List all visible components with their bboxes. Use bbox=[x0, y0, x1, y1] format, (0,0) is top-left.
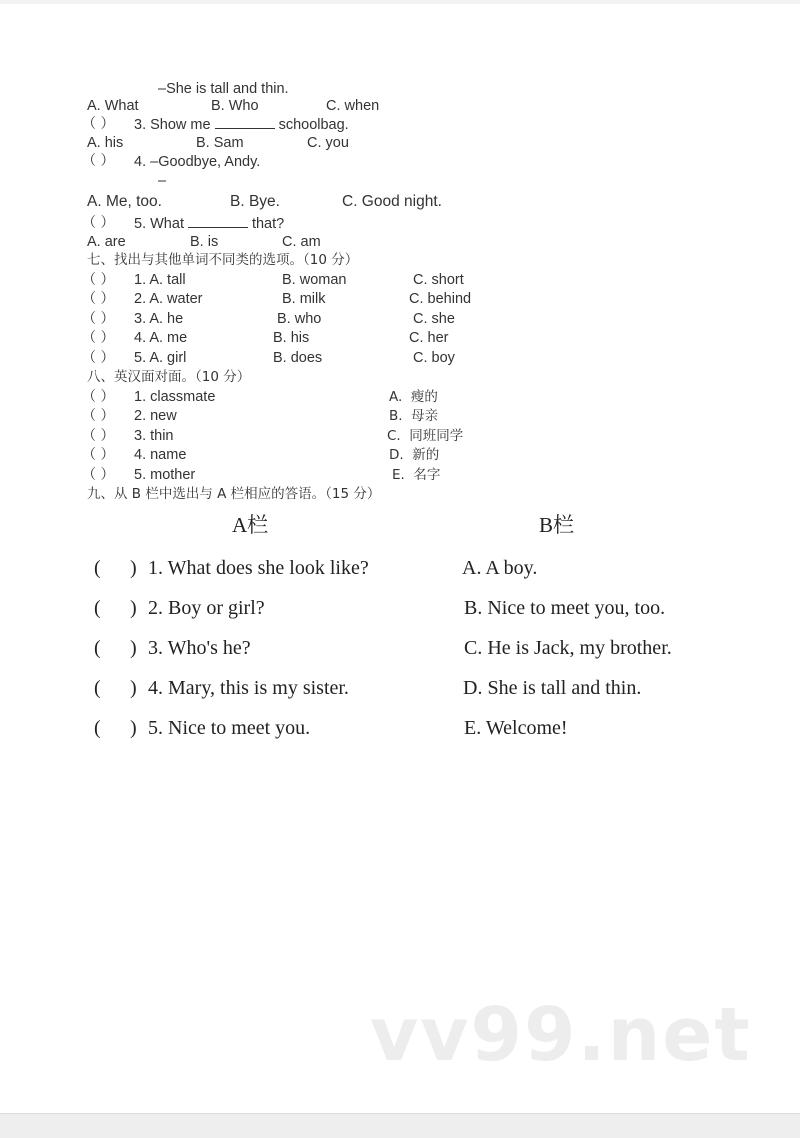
s7-item4-option-c: C. her bbox=[409, 330, 449, 346]
q6-item5-option-a: A. are bbox=[87, 234, 126, 250]
s7-item3-paren: （ ） bbox=[82, 311, 115, 327]
q6-item4-question bbox=[134, 153, 260, 171]
s7-item3-option-b: B. who bbox=[277, 311, 322, 327]
q6-item5-option-c: C. am bbox=[282, 234, 321, 250]
s9-item5-paren-open: ( bbox=[94, 717, 101, 739]
s7-item3-option-a: 3. A. he bbox=[134, 311, 184, 327]
s7-item1-option-b: B. woman bbox=[282, 272, 347, 288]
s7-item1-option-c: C. short bbox=[413, 272, 464, 288]
q6-item5-answer-paren: （ ） bbox=[82, 215, 115, 231]
q6-item3-text-pre: Show me bbox=[150, 117, 211, 133]
s9-left-item5: 5. Nice to meet you. bbox=[148, 717, 311, 739]
q6-item4-option-b: B. Bye. bbox=[230, 193, 280, 210]
q6-item4-dash: – bbox=[158, 173, 167, 189]
s7-item3-option-c: C. she bbox=[413, 311, 455, 327]
q6-item3-option-a: A. his bbox=[87, 135, 124, 151]
s8-left-item1: 1. classmate bbox=[134, 389, 216, 405]
s7-item1-paren: （ ） bbox=[82, 272, 115, 288]
s8-item4-paren: （ ） bbox=[82, 447, 115, 463]
s8-right-item-d: D. 新的 bbox=[389, 447, 440, 463]
s7-item2-option-c: C. behind bbox=[409, 291, 472, 307]
s9-left-item1: 1. What does she look like? bbox=[148, 557, 369, 579]
q6-item5-blank bbox=[188, 215, 248, 228]
page-bottom-band bbox=[0, 1113, 800, 1138]
q6-item3-question bbox=[134, 116, 349, 134]
q6-item5-text-pre: What bbox=[150, 216, 184, 232]
s9-item1-paren-close: ) bbox=[130, 557, 137, 579]
watermark-text: vv99.net bbox=[370, 992, 752, 1078]
s7-item2-option-a: 2. A. water bbox=[134, 291, 203, 307]
s9-left-item3: 3. Who's he? bbox=[148, 637, 251, 659]
q6-item3-option-c: C. you bbox=[307, 135, 349, 151]
s7-item1-option-a: 1. A. tall bbox=[134, 272, 186, 288]
s9-item3-paren-close: ) bbox=[130, 637, 137, 659]
q6-item3-number: 3. bbox=[134, 117, 147, 133]
s7-item4-paren: （ ） bbox=[82, 330, 115, 346]
column-b-heading: B栏 bbox=[539, 513, 575, 537]
section-8-title: 八、英汉面对面。（10 分） bbox=[87, 369, 251, 385]
s9-left-item4: 4. Mary, this is my sister. bbox=[148, 677, 349, 699]
s8-right-item-a: A. 瘦的 bbox=[389, 389, 438, 405]
s8-left-item4: 4. name bbox=[134, 447, 187, 463]
q6-item3-blank bbox=[215, 116, 275, 129]
s9-item1-paren-open: ( bbox=[94, 557, 101, 579]
s8-right-item-b: B. 母亲 bbox=[389, 408, 439, 424]
q6-item2-option-a: A. What bbox=[87, 98, 139, 114]
s9-right-item-d: D. She is tall and thin. bbox=[463, 677, 642, 699]
s9-item2-paren-close: ) bbox=[130, 597, 137, 619]
column-a-heading: A栏 bbox=[232, 513, 269, 537]
q6-item4-option-a: A. Me, too. bbox=[87, 193, 162, 210]
s9-left-item2: 2. Boy or girl? bbox=[148, 597, 265, 619]
s8-item3-paren: （ ） bbox=[82, 428, 115, 444]
section-9-title: 九、从 B 栏中选出与 A 栏相应的答语。（15 分） bbox=[87, 486, 381, 502]
q6-item2-option-c: C. when bbox=[326, 98, 380, 114]
s9-item3-paren-open: ( bbox=[94, 637, 101, 659]
s9-item4-paren-open: ( bbox=[94, 677, 101, 699]
s9-right-item-e: E. Welcome! bbox=[464, 717, 568, 739]
s7-item4-option-b: B. his bbox=[273, 330, 310, 346]
s8-left-item5: 5. mother bbox=[134, 467, 196, 483]
section-7-title: 七、找出与其他单词不同类的选项。（10 分） bbox=[87, 252, 359, 268]
s9-right-item-c: C. He is Jack, my brother. bbox=[464, 637, 672, 659]
q6-item2-answer: –She is tall and thin. bbox=[158, 81, 289, 97]
q6-item3-text-post: schoolbag. bbox=[278, 117, 349, 133]
s7-item5-option-a: 5. A. girl bbox=[134, 350, 187, 366]
s8-item5-paren: （ ） bbox=[82, 467, 115, 483]
s7-item5-paren: （ ） bbox=[82, 350, 115, 366]
s9-item5-paren-close: ) bbox=[130, 717, 137, 739]
s9-right-item-b: B. Nice to meet you, too. bbox=[464, 597, 666, 619]
q6-item3-answer-paren: （ ） bbox=[82, 116, 115, 132]
q6-item5-question bbox=[134, 215, 284, 233]
q6-item5-number: 5. bbox=[134, 216, 147, 232]
q6-item5-text-post: that? bbox=[251, 216, 285, 232]
s7-item2-option-b: B. milk bbox=[282, 291, 326, 307]
s7-item5-option-c: C. boy bbox=[413, 350, 455, 366]
q6-item4-option-c: C. Good night. bbox=[342, 193, 442, 210]
q6-item3-option-b: B. Sam bbox=[196, 135, 244, 151]
s8-right-item-c: C. 同班同学 bbox=[387, 428, 464, 444]
s9-item2-paren-open: ( bbox=[94, 597, 101, 619]
s8-item2-paren: （ ） bbox=[82, 408, 115, 424]
s8-left-item3: 3. thin bbox=[134, 428, 174, 444]
q6-item5-option-b: B. is bbox=[190, 234, 219, 250]
q6-item4-number: 4. bbox=[134, 154, 147, 170]
s7-item2-paren: （ ） bbox=[82, 291, 115, 307]
s7-item4-option-a: 4. A. me bbox=[134, 330, 188, 346]
s8-left-item2: 2. new bbox=[134, 408, 177, 424]
s8-right-item-e: E. 名字 bbox=[392, 467, 441, 483]
s9-right-item-a: A. A boy. bbox=[462, 557, 538, 579]
q6-item2-option-b: B. Who bbox=[211, 98, 259, 114]
q6-item4-answer-paren: （ ） bbox=[82, 153, 115, 169]
s8-item1-paren: （ ） bbox=[82, 389, 115, 405]
q6-item4-text: –Goodbye, Andy. bbox=[150, 154, 261, 170]
s9-item4-paren-close: ) bbox=[130, 677, 137, 699]
s7-item5-option-b: B. does bbox=[273, 350, 323, 366]
